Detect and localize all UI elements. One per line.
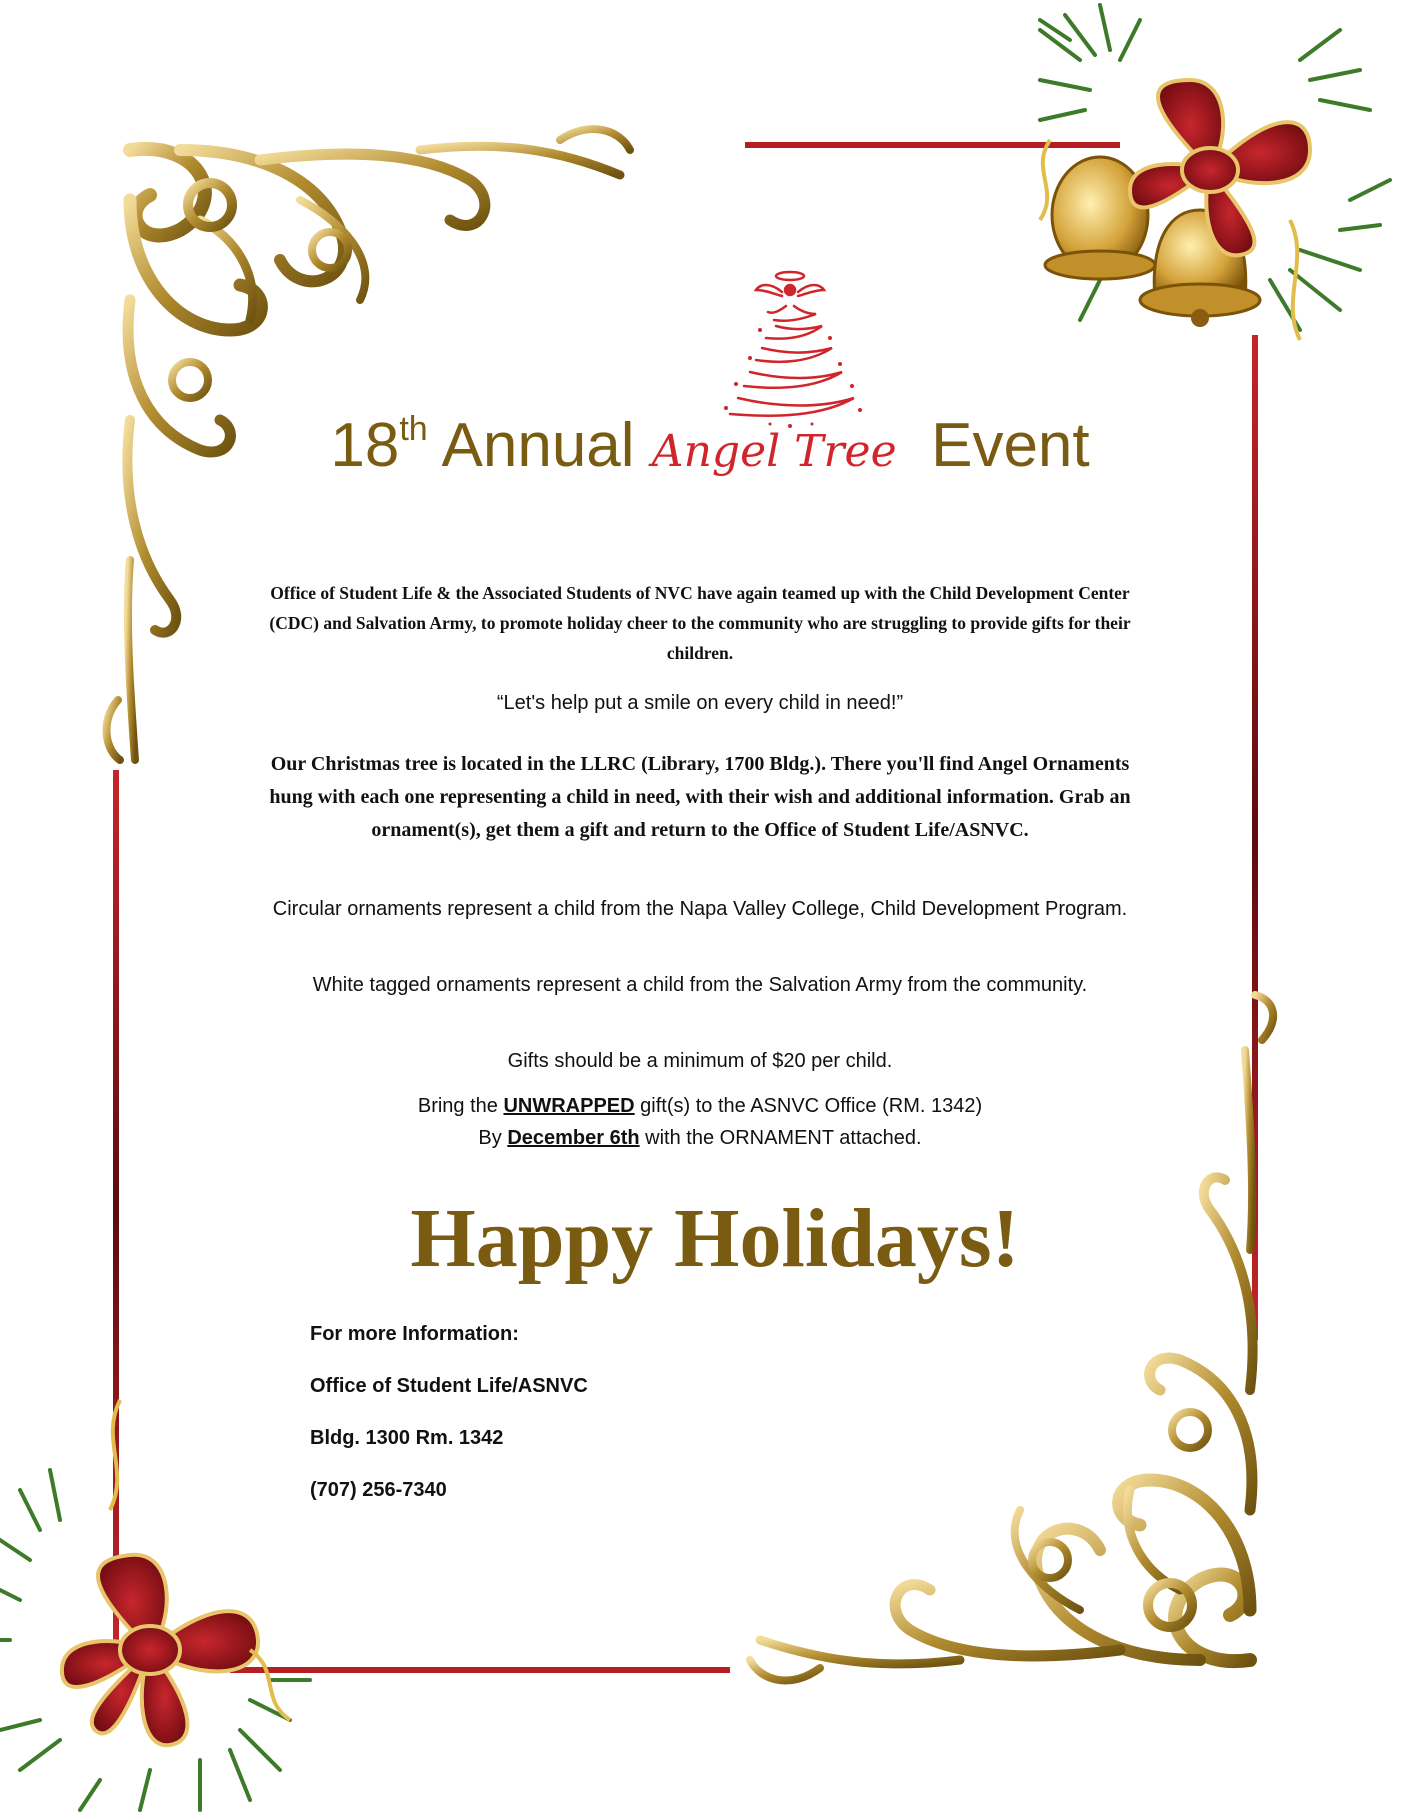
drop-off-line-1 <box>250 1090 1150 1122</box>
heading-ordinal-number: 18 <box>330 411 400 480</box>
heading-ordinal-suffix: th <box>399 410 428 449</box>
happy-holidays-title: Happy Holidays! <box>410 1192 1020 1285</box>
location-paragraph: Our Christmas tree is located in the LLRC (Library, 1700 Bldg.). There you'll find Angel Ornaments hung with each one representing a child in need, with their wish and additional information. Grab an ornament(s), get them a gift and return to the Office of Student Life/ASNVC. <box>269 753 1131 841</box>
drop-off-text: Bring the <box>417 1095 504 1117</box>
circular-ornaments-note: Circular ornaments represent a child from the Napa Valley College, Child Development Program. <box>272 898 1128 920</box>
angel-tree-logo-text: Angel Tree <box>651 426 897 477</box>
heading-annual: Annual <box>441 411 635 480</box>
contact-room: Bldg. 1300 Rm. 1342 <box>310 1427 504 1449</box>
contact-block <box>310 1318 588 1526</box>
drop-off-line-2 <box>250 1122 1150 1154</box>
deadline-date: December 6th <box>507 1127 640 1149</box>
drop-off-text: with the ORNAMENT attached. <box>639 1127 922 1149</box>
intro-paragraph: Office of Student Life & the Associated Students of NVC have again teamed up with the Child Development Center (CDC) and Salvation Army, to promote holiday cheer to the community who are struggling to provide gifts for their children. <box>269 583 1131 663</box>
gift-minimum-note: Gifts should be a minimum of $20 per child. <box>507 1050 893 1072</box>
contact-phone: (707) 256-7340 <box>310 1479 447 1501</box>
quote-line: “Let's help put a smile on every child in need!” <box>496 692 904 714</box>
heading-event: Event <box>931 411 1090 480</box>
bells-with-bow-icon <box>1040 5 1390 340</box>
unwrapped-emphasis: UNWRAPPED <box>503 1095 635 1117</box>
white-tag-ornaments-note: White tagged ornaments represent a child from the Salvation Army from the community. <box>312 974 1088 996</box>
bow-with-pine-icon <box>0 1400 310 1810</box>
drop-off-text: gift(s) to the ASNVC Office (RM. 1342) <box>634 1095 983 1117</box>
contact-office: Office of Student Life/ASNVC <box>310 1375 588 1397</box>
event-heading <box>280 410 1140 510</box>
drop-off-text: By <box>478 1127 508 1149</box>
contact-label: For more Information: <box>310 1323 519 1345</box>
drop-off-instructions <box>250 1090 1150 1154</box>
